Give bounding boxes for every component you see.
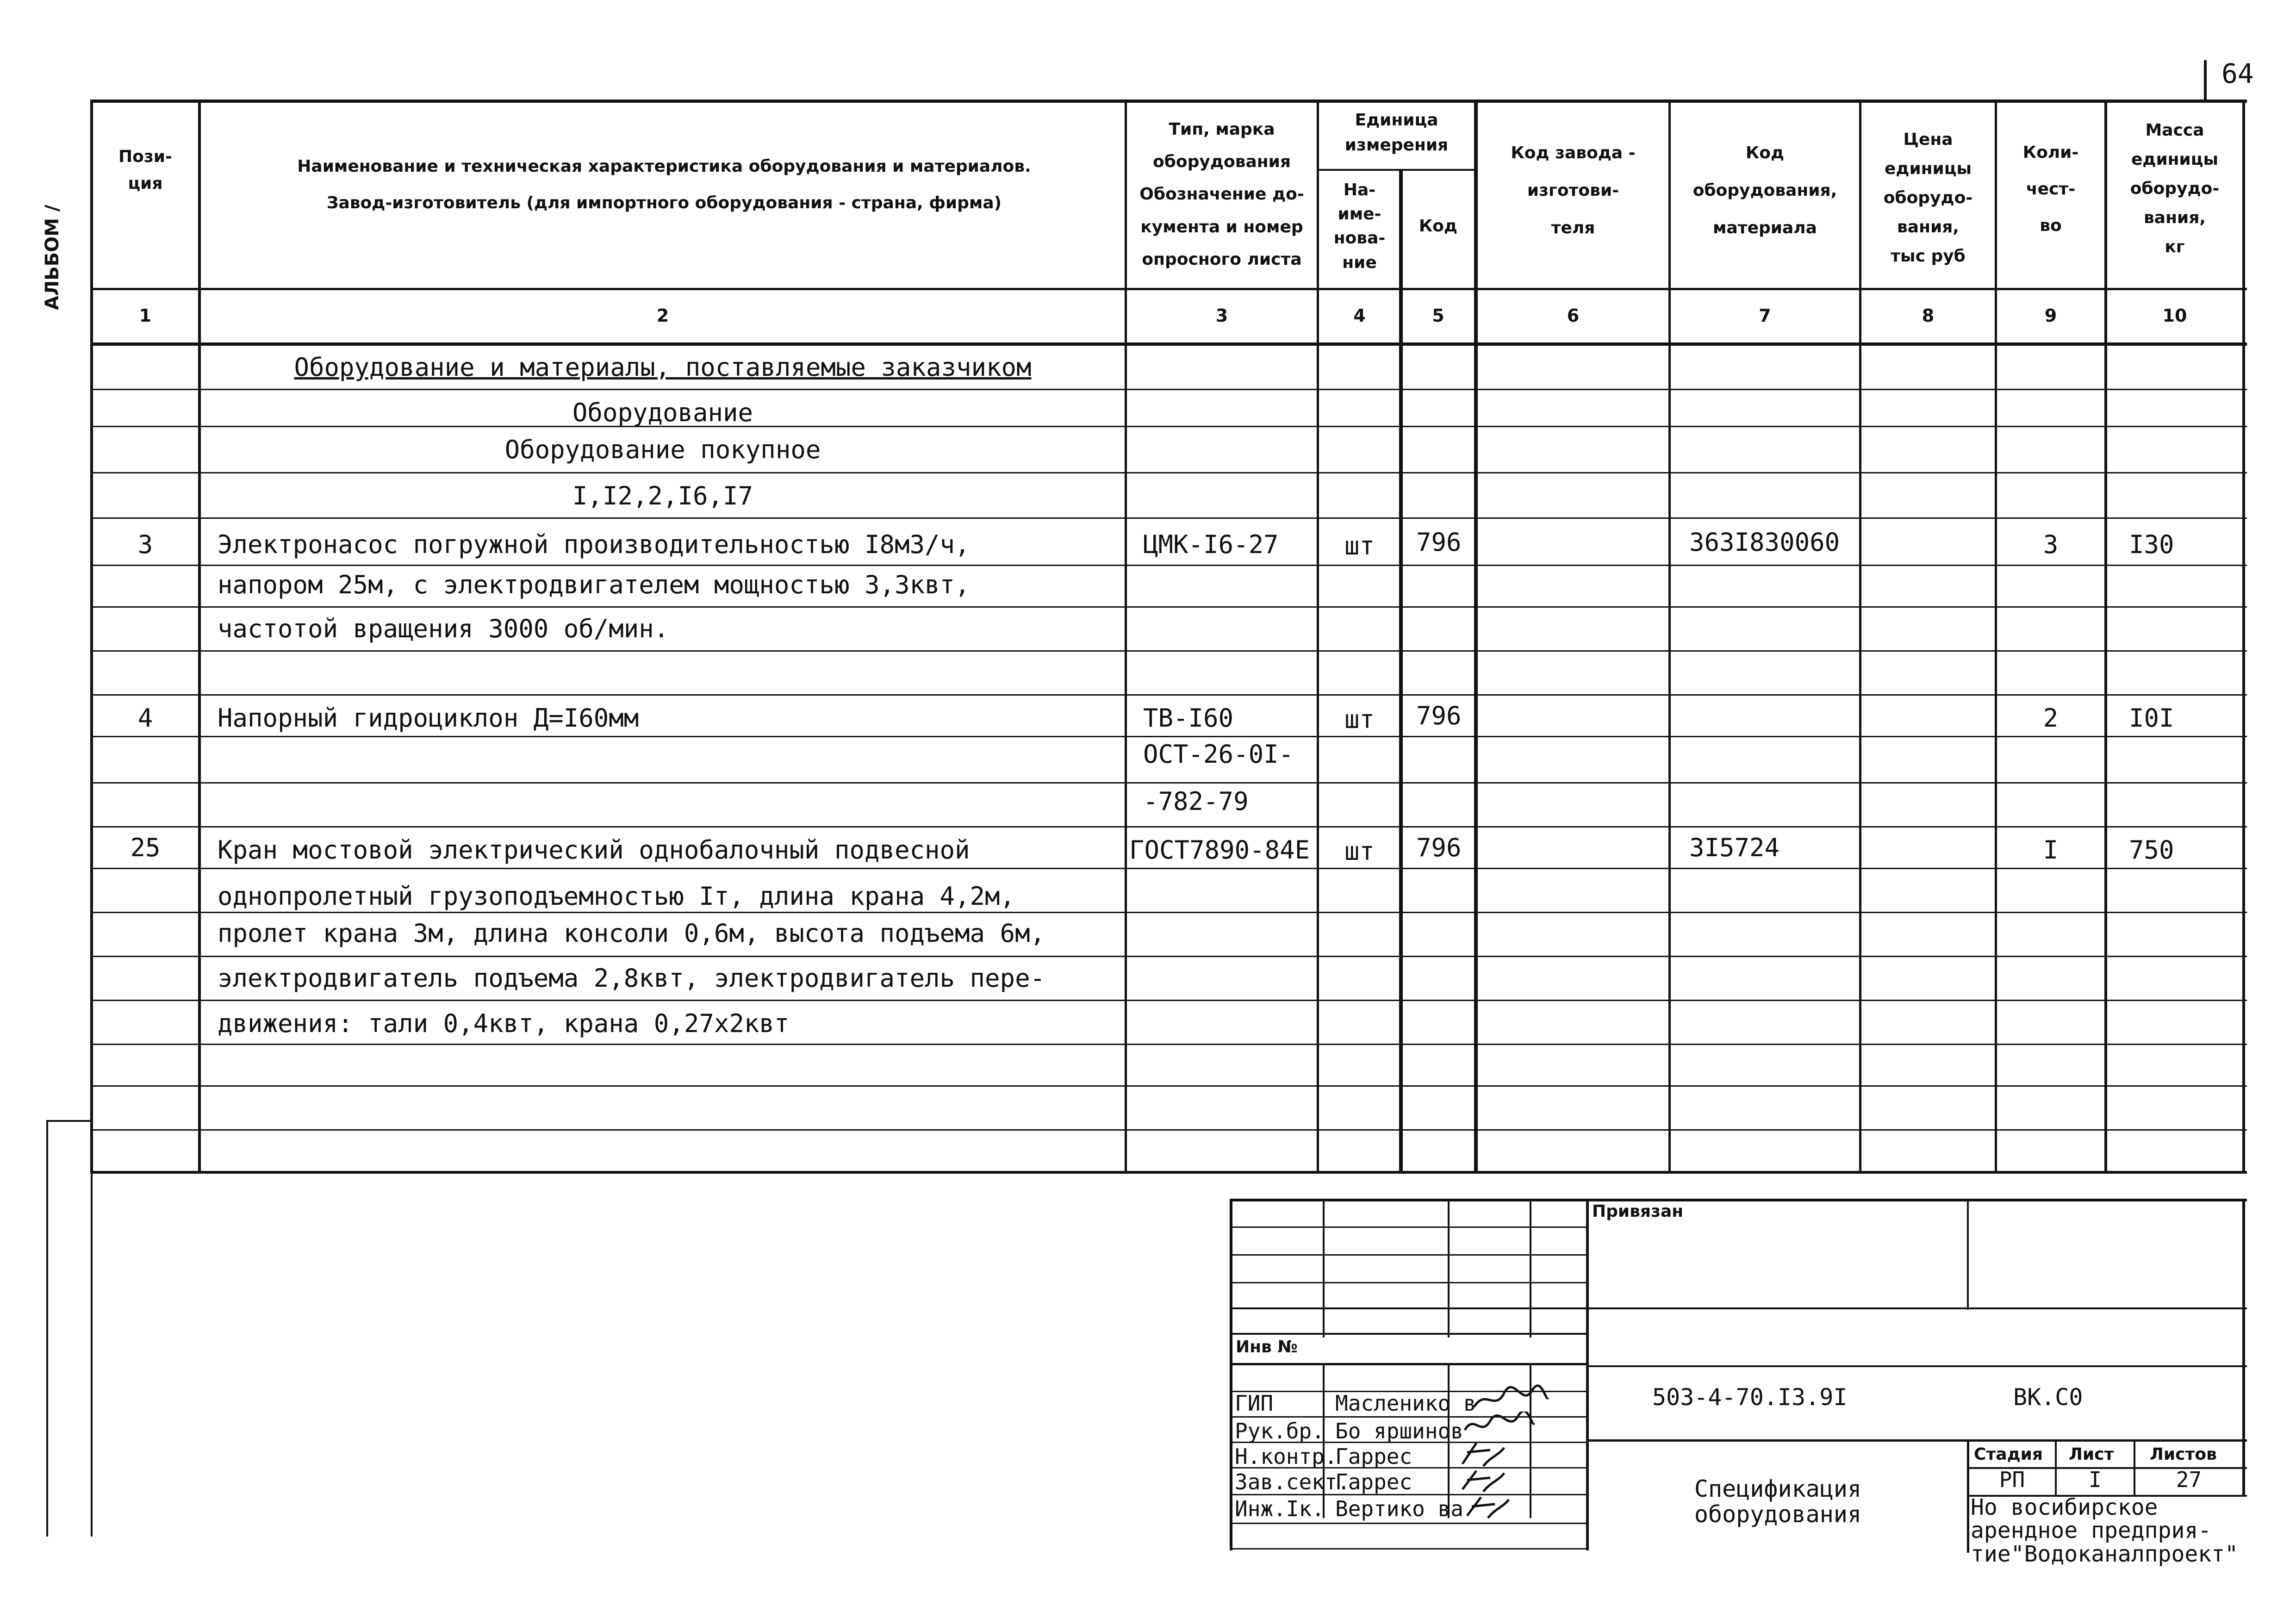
item-unit-code: 796: [1416, 528, 1462, 557]
privyazan-label: Привязан: [1592, 1202, 1684, 1221]
item-mass: 750: [2129, 835, 2174, 865]
item-name-line: движения: тали 0,4квт, крана 0,27х2квт: [218, 1009, 790, 1038]
item-quantity: I: [2043, 835, 2059, 865]
sheets-value: 27: [2176, 1467, 2202, 1492]
signature: [1458, 1466, 1509, 1496]
header-unit-code: Код: [1419, 217, 1458, 236]
row-separator: [90, 1000, 2247, 1001]
row-separator: [90, 1044, 2247, 1045]
header-unit: Единица измерения: [1344, 111, 1449, 155]
col-number: 2: [656, 305, 669, 326]
col-number: 9: [2044, 305, 2057, 326]
stage-label: Стадия: [1974, 1445, 2043, 1464]
col-number: 6: [1567, 305, 1580, 326]
row-separator: [90, 650, 2247, 652]
item-name-line: электродвигатель подъема 2,8квт, электродвигатель пере-: [218, 964, 1045, 993]
item-unit-code: 796: [1416, 833, 1462, 862]
sheet-label: Лист: [2069, 1445, 2114, 1464]
document-title: Спецификация оборудования: [1694, 1475, 1862, 1528]
page-number-divider: [2204, 60, 2207, 102]
item-name-line: Электронасос погружной производительностью I8м3/ч,: [218, 530, 970, 559]
signer-role: Зав.сект.: [1235, 1469, 1350, 1494]
row-separator: [90, 1129, 2247, 1131]
col-number: 5: [1432, 305, 1444, 326]
item-quantity: 3: [2043, 530, 2059, 559]
inv-label: Инв №: [1236, 1338, 1298, 1356]
stage-value: РП: [1999, 1467, 2025, 1492]
row-separator: [90, 565, 2247, 566]
signature: [1462, 1412, 1537, 1439]
row-separator: [90, 912, 2247, 913]
col-number: 7: [1759, 305, 1771, 326]
side-label: АЛЬБОМ /: [42, 205, 63, 310]
sheet-value: I: [2089, 1467, 2102, 1492]
signer-role: Рук.бр.: [1235, 1419, 1325, 1444]
item-name-line: частотой вращения 3000 об/мин.: [218, 614, 669, 643]
item-name-line: Кран мостовой электрический однобалочный подвесной: [218, 835, 970, 865]
item-unit: шт: [1344, 705, 1375, 734]
item-unit: шт: [1344, 837, 1375, 866]
col-number: 3: [1215, 305, 1228, 326]
col-number: 10: [2162, 305, 2187, 326]
item-quantity: 2: [2043, 703, 2059, 733]
header-equipment-code: Код оборудования, материала: [1692, 143, 1837, 237]
row-separator: [90, 472, 2247, 473]
item-type: ГОСТ7890-84Е: [1129, 835, 1310, 865]
signer-role: Инж.Iк.: [1235, 1496, 1325, 1521]
header-factory-code: Код завода - изготови- теля: [1511, 143, 1636, 237]
item-type: ЦМК-I6-27: [1143, 530, 1279, 559]
signer-name: Бо яршинов: [1335, 1419, 1463, 1444]
item-position: 25: [130, 833, 161, 862]
margin-line: [46, 1120, 93, 1122]
row-separator: [90, 956, 2247, 957]
item-type: ТВ-I60: [1143, 703, 1234, 733]
signer-name: Вертико ва: [1335, 1496, 1463, 1521]
item-code: 3I5724: [1689, 833, 1780, 862]
item-position: 3: [137, 530, 153, 559]
item-mass: I30: [2129, 530, 2174, 559]
page-number: 64: [2221, 58, 2254, 89]
signer-role: Н.контр.: [1235, 1444, 1338, 1469]
sheets-label: Листов: [2150, 1445, 2217, 1464]
item-name-line: напором 25м, с электродвигателем мощностью 3,3квт,: [218, 570, 970, 599]
header-unit-name: На- име- нова- ние: [1333, 180, 1386, 272]
row-separator: [90, 389, 2247, 390]
col-number: 4: [1353, 305, 1366, 326]
item-unit: шт: [1344, 531, 1375, 560]
section-title: Оборудование и материалы, поставляемые заказчиком: [294, 353, 1032, 382]
item-unit-code: 796: [1416, 701, 1462, 730]
signer-name: Гаррес: [1335, 1469, 1412, 1494]
section-subtitle: Оборудование: [572, 398, 753, 427]
item-name-line: Напорный гидроциклон Д=I60мм: [218, 703, 639, 733]
item-code: 363I830060: [1689, 528, 1840, 557]
header-quantity: Коли- чест- во: [2022, 143, 2079, 236]
row-separator: [90, 736, 2247, 737]
row-separator: [90, 606, 2247, 608]
item-mass: I0I: [2129, 703, 2174, 733]
document-code: ВК.С0: [2013, 1384, 2083, 1411]
row-separator: [90, 826, 2247, 828]
header-name: Наименование и техническая характеристика оборудования и материалов. Завод-изготовитель (для импортного оборудования - страна, фирма): [297, 157, 1031, 213]
header-type: Тип, марка оборудования Обозначение до- кумента и номер опросного листа: [1139, 120, 1304, 269]
header-price: Цена единицы оборудо- вания, тыс руб: [1883, 130, 1973, 266]
margin-line: [91, 1120, 93, 1537]
row-separator: [90, 694, 2247, 696]
row-separator: [90, 1085, 2247, 1087]
item-type: -782-79: [1143, 787, 1249, 816]
section-subtitle: I,I2,2,I6,I7: [572, 481, 753, 510]
item-name-line: пролет крана 3м, длина консоли 0,6м, высота подъема 6м,: [218, 919, 1045, 948]
row-separator: [90, 868, 2247, 869]
signature: [1462, 1493, 1513, 1523]
col-number: 1: [139, 305, 152, 326]
header-mass: Масса единицы оборудо- вания, кг: [2130, 121, 2220, 256]
signer-role: ГИП: [1235, 1391, 1274, 1416]
section-subtitle: Оборудование покупное: [504, 435, 821, 464]
organization: Но восибирское арендное предприя- тие"Водоканалпроект": [1971, 1496, 2238, 1567]
item-name-line: однопролетный грузоподъемностью Iт, длина крана 4,2м,: [218, 882, 1015, 911]
row-separator: [90, 782, 2247, 784]
signer-name: Гаррес: [1335, 1444, 1412, 1469]
item-position: 4: [137, 703, 153, 733]
signer-name: Масленико в: [1335, 1391, 1476, 1416]
document-number: 503-4-70.I3.9I: [1652, 1384, 1848, 1411]
item-type: ОСТ-26-0I-: [1143, 740, 1294, 769]
row-separator: [90, 517, 2247, 519]
margin-line: [46, 1120, 48, 1537]
col-number: 8: [1922, 305, 1935, 326]
header-position: Пози- ция: [118, 147, 172, 193]
